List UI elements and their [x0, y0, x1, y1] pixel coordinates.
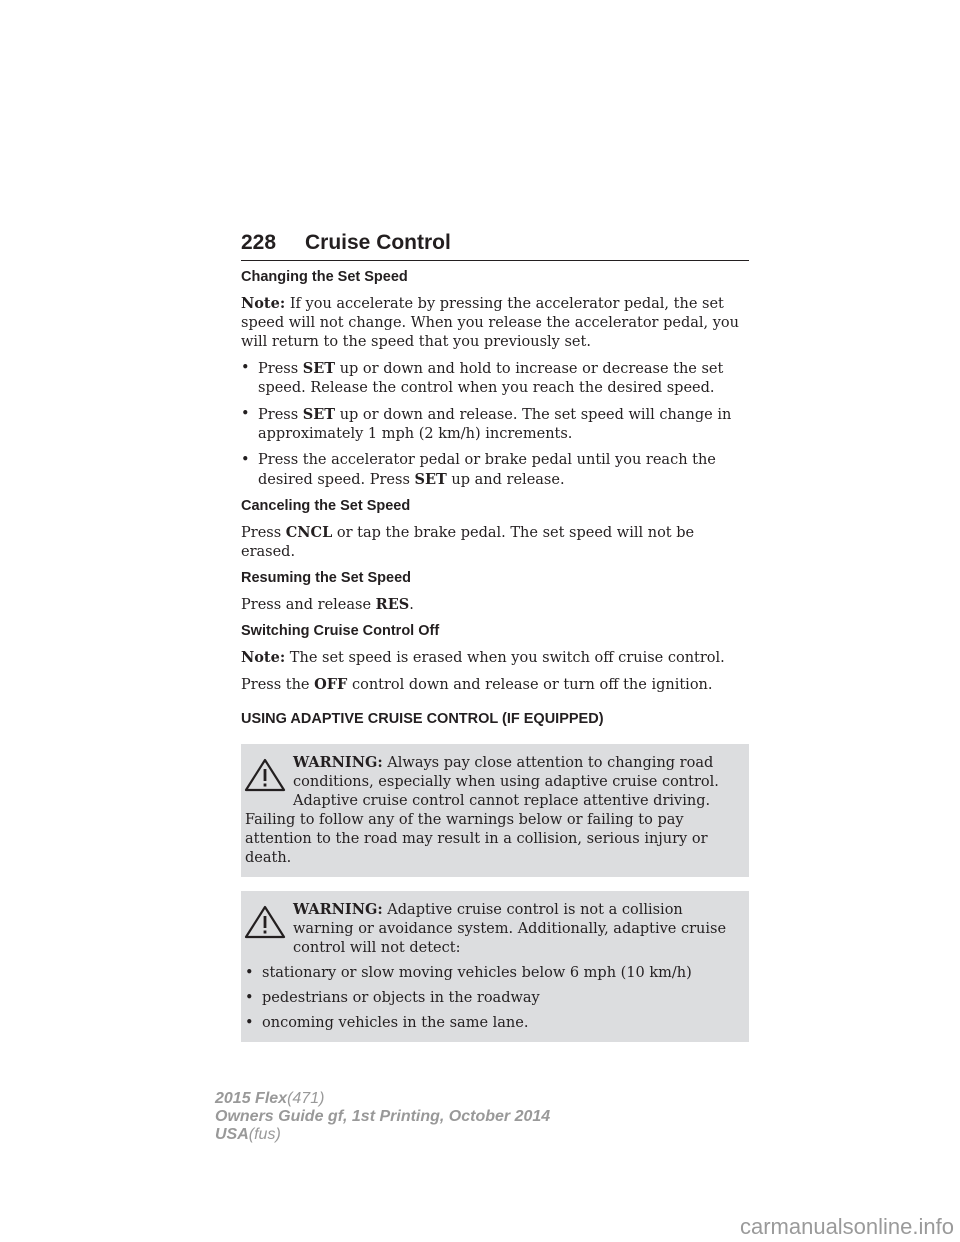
list-item [245, 1014, 745, 1033]
page-number: 228 [241, 231, 277, 254]
list-item [245, 964, 745, 983]
footer-region-code: (fus) [248, 1126, 281, 1143]
control-name: SET [414, 471, 447, 488]
list-item-text: Press the accelerator pedal or brake pedal until you reach the desired speed. Press [258, 452, 716, 488]
warning-text: Always pay close attention to changing road conditions, especially when using adaptive cruise control. Adaptive cruise control cannot replace attentive driving. Failing to follow any of the warnings below or failing to pay attention to the road may result in a collision, serious injury or death. [245, 755, 719, 866]
control-name: CNCL [285, 524, 333, 541]
watermark: carmanualsonline.info [739, 1214, 954, 1239]
note-label: Note: [241, 295, 286, 312]
resume-paragraph [241, 595, 749, 615]
off-paragraph [241, 675, 749, 695]
footer-code: (471) [287, 1090, 325, 1107]
note-label: Note: [241, 649, 286, 666]
page-header [241, 229, 749, 261]
heading-switching-off: Switching Cruise Control Off [241, 623, 440, 639]
control-name: OFF [314, 676, 348, 693]
list-item-text: oncoming vehicles in the same lane. [262, 1015, 529, 1031]
paragraph-text: or tap the brake pedal. The set speed will not be erased. [241, 525, 695, 560]
paragraph-text: Press [241, 525, 286, 541]
print-footer [215, 1090, 550, 1144]
footer-model: 2015 Flex [215, 1090, 288, 1107]
heading-canceling-set-speed: Canceling the Set Speed [241, 498, 411, 514]
section-title: Cruise Control [305, 231, 451, 254]
page-content [241, 268, 749, 1056]
warning-label: WARNING: [293, 754, 383, 771]
list-item-text: up or down and hold to increase or decrease the set speed. Release the control when you reach the desired speed. [258, 361, 724, 396]
list-item-text: Press [258, 407, 303, 423]
warning-triangle-icon [243, 757, 287, 793]
note-text: If you accelerate by pressing the accelerator pedal, the set speed will not change. When you release the accelerator pedal, you will return to the speed that you previously set. [241, 296, 740, 350]
warning-text: Adaptive cruise control is not a collision warning or avoidance system. Additionally, adaptive cruise control will not detect: [293, 902, 727, 956]
paragraph-text: control down and release or turn off the ignition. [347, 677, 713, 693]
control-name: SET [302, 360, 336, 377]
warning-box [241, 891, 749, 1042]
note-text: The set speed is erased when you switch off cruise control. [285, 650, 725, 666]
note-paragraph [241, 294, 749, 352]
list-item-text: pedestrians or objects in the roadway [262, 990, 540, 1006]
list-item [241, 359, 749, 398]
paragraph-text: . [409, 597, 414, 613]
list-item [241, 405, 749, 444]
footer-region: USA [215, 1126, 249, 1143]
bullet-icon: • [245, 965, 254, 981]
warning-triangle-icon [243, 904, 287, 940]
heading-changing-set-speed: Changing the Set Speed [241, 269, 408, 285]
warning-box [241, 744, 749, 877]
list-item-text: up and release. [446, 472, 565, 488]
footer-printing: Owners Guide gf, 1st Printing, October 2014 [215, 1108, 551, 1125]
note-paragraph [241, 648, 749, 668]
heading-resuming-set-speed: Resuming the Set Speed [241, 570, 412, 586]
list-item [241, 451, 749, 490]
list-item-text: up or down and release. The set speed will change in approximately 1 mph (2 km/h) increments. [258, 407, 732, 442]
bullet-icon: • [245, 1015, 254, 1031]
heading-adaptive-cruise-control: USING ADAPTIVE CRUISE CONTROL (IF EQUIPPED) [241, 711, 604, 727]
list-item [245, 989, 745, 1008]
cancel-paragraph [241, 523, 749, 562]
list-item-text: Press [258, 361, 303, 377]
list-item-text: stationary or slow moving vehicles below 6 mph (10 km/h) [262, 965, 692, 981]
bullet-icon: • [241, 406, 250, 422]
bullet-icon: • [241, 360, 250, 376]
paragraph-text: Press and release [241, 597, 376, 613]
bullet-icon: • [241, 452, 250, 468]
warning-label: WARNING: [293, 901, 383, 918]
control-name: RES [375, 596, 410, 613]
control-name: SET [302, 406, 336, 423]
paragraph-text: Press the [241, 677, 315, 693]
bullet-icon: • [245, 990, 254, 1006]
